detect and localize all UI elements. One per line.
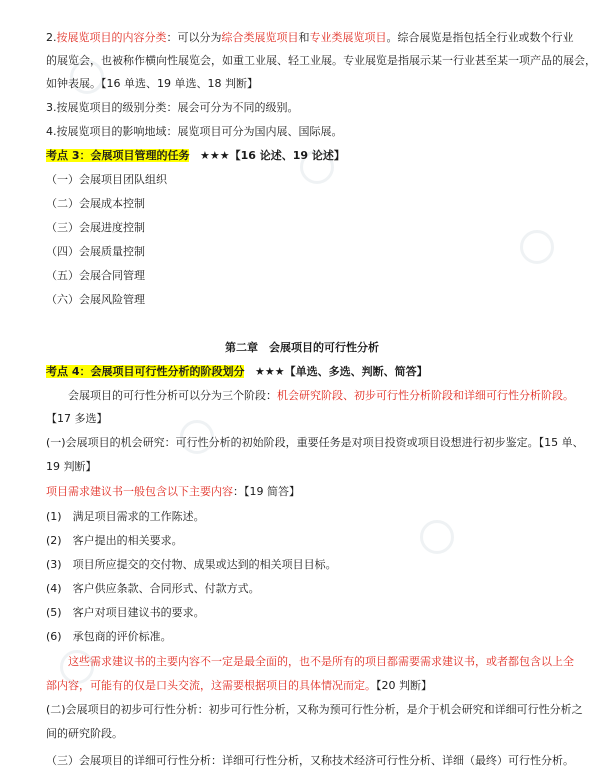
para-opportunity-line2: 19 判断】 — [46, 460, 97, 473]
para-rfp-note-line2: 部内容，可能有的仅是口头交流，这需要根据项目的具体情况而定。【20 判断】 — [46, 679, 432, 692]
task-item-5: （五）会展合同管理 — [46, 269, 145, 282]
para-stages-tag: 【17 多选】 — [46, 412, 108, 425]
para-detailed: （三）会展项目的详细可行性分析：详细可行性分析，又称技术经济可行性分析、详细（最终）可行性分析。 — [46, 754, 574, 767]
task-item-6: （六）会展风险管理 — [46, 293, 145, 306]
para-preliminary-line2: 间的研究阶段。 — [46, 727, 123, 740]
rfp-item-1: (1) 满足项目需求的工作陈述。 — [46, 510, 205, 523]
para-rfp-note: 这些需求建议书的主要内容不一定是最全面的，也不是所有的项目都需要需求建议书，或者都包含以上全 — [68, 655, 574, 668]
para-rfp-heading: 项目需求建议书一般包含以下主要内容：【19 简答】 — [46, 485, 300, 498]
chapter-title: 第二章 会展项目的可行性分析 — [225, 341, 379, 354]
para-item-2-line3: 如钟表展。【16 单选、19 单选、18 判断】 — [46, 77, 258, 90]
rfp-item-3: (3) 项目所应提交的交付物、成果或达到的相关项目目标。 — [46, 558, 337, 571]
keypoint-4-heading: 考点 4：会展项目可行性分析的阶段划分 ★★★【单选、多选、判断、简答】 — [46, 365, 428, 378]
watermark-icon — [520, 230, 554, 264]
task-item-1: （一）会展项目团队组织 — [46, 173, 167, 186]
task-item-4: （四）会展质量控制 — [46, 245, 145, 258]
para-opportunity: (一)会展项目的机会研究：可行性分析的初始阶段，重要任务是对项目投资或项目设想进行初步鉴定。【15 单、 — [46, 436, 584, 449]
rfp-item-5: (5) 客户对项目建议书的要求。 — [46, 606, 205, 619]
para-item-4: 4.按展览项目的影响地域：展览项目可分为国内展、国际展。 — [46, 125, 343, 138]
keypoint-3-heading: 考点 3：会展项目管理的任务 ★★★【16 论述、19 论述】 — [46, 149, 345, 162]
rfp-item-4: (4) 客户供应条款、合同形式、付款方式。 — [46, 582, 260, 595]
para-preliminary: (二)会展项目的初步可行性分析：初步可行性分析，又称为预可行性分析，是介于机会研究和详细可行性分析之 — [46, 703, 583, 716]
rfp-item-6: (6) 承包商的评价标准。 — [46, 630, 172, 643]
rfp-item-2: (2) 客户提出的相关要求。 — [46, 534, 183, 547]
para-stages: 会展项目的可行性分析可以分为三个阶段：机会研究阶段、初步可行性分析阶段和详细可行性分析阶段。 — [68, 389, 574, 402]
para-item-2-line2: 的展览会，也被称作横向性展览会，如重工业展、轻工业展。专业展览是指展示某一行业甚至某一项产品的展会， — [46, 54, 596, 67]
task-item-2: （二）会展成本控制 — [46, 197, 145, 210]
watermark-icon — [420, 520, 454, 554]
task-item-3: （三）会展进度控制 — [46, 221, 145, 234]
para-item-2: 2.按展览项目的内容分类：可以分为综合类展览项目和专业类展览项目。综合展览是指包括全行业或数个行业 — [46, 31, 574, 44]
para-item-3: 3.按展览项目的级别分类：展会可分为不同的级别。 — [46, 101, 299, 114]
